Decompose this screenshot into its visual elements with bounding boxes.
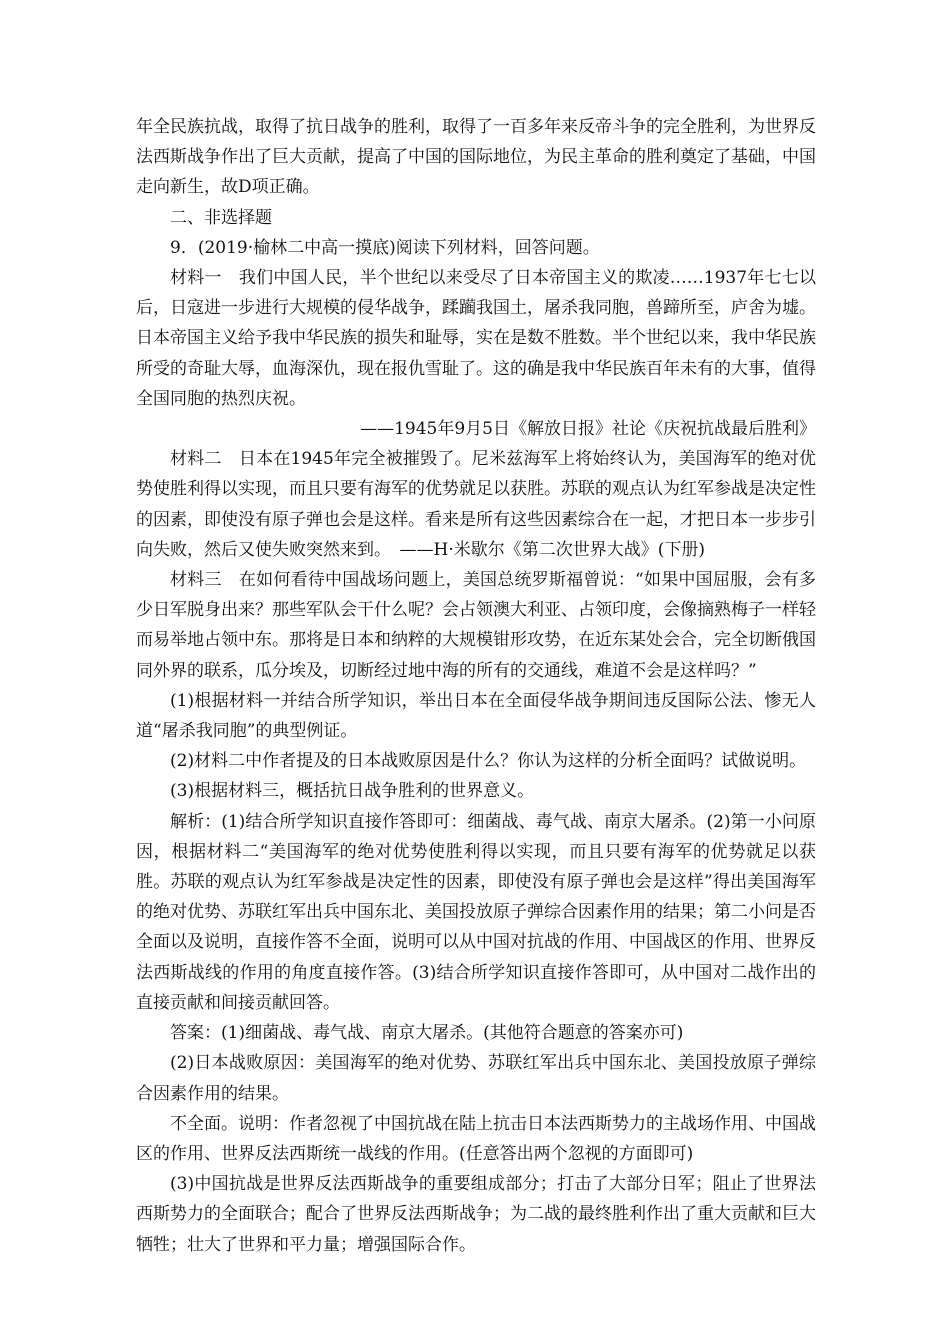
answer-2: (2)日本战败原因：美国海军的绝对优势、苏联红军出兵中国东北、美国投放原子弹综合因素作用的结果。 [136,1053,816,1104]
answer-1: 答案：(1)细菌战、毒气战、南京大屠杀。(其他符合题意的答案亦可) [170,1023,684,1044]
answer-3: (3)中国抗战是世界反法西斯战争的重要组成部分；打击了大部分日军；阻止了世界法西斯势力的全面联合；配合了世界反法西斯战争；为二战的最终胜利作出了重大贡献和巨大牺牲；壮大了世界和平力量；增强国际合作。 [136,1174,816,1255]
answer-2-explanation: 不全面。说明：作者忽视了中国抗战在陆上抗击日本法西斯势力的主战场作用、中国战区的作用、世界反法西斯统一战线的作用。(任意答出两个忽视的方面即可) [136,1113,816,1164]
material-three: 材料三 在如何看待中国战场问题上，美国总统罗斯福曾说：“如果中国屈服，会有多少日军脱身出来？那些军队会干什么呢？会占领澳大利亚、占领印度，会像摘熟梅子一样轻而易举地占领中东。那将是日本和纳粹的大规模钳形攻势，在近东某处会合，完全切断俄国同外界的联系，瓜分埃及，切断经过地中海的所有的交通线，难道不会是这样吗？” [136,570,816,681]
sub-question-1: (1)根据材料一并结合所学知识，举出日本在全面侵华战争期间违反国际公法、惨无人道“屠杀我同胞”的典型例证。 [136,690,816,742]
question-stem: 9．(2019·榆林二中高一摸底)阅读下列材料，回答问题。 [170,237,600,258]
material-one-source: ——1945年9月5日《解放日报》社论《庆祝抗战最后胜利》 [360,419,816,440]
section-heading: 二、非选择题 [170,207,272,228]
answer-continuation-paragraph: 年全民族抗战，取得了抗日战争的胜利，取得了一百多年来反帝斗争的完全胜利，为世界反法西斯战争作出了巨大贡献，提高了中国的国际地位，为民主革命的胜利奠定了基础，中国走向新生，故D项正确。 [136,117,816,198]
sub-question-3: (3)根据材料三，概括抗日战争胜利的世界意义。 [170,781,535,802]
material-two: 材料二 日本在1945年完全被摧毁了。尼米兹海军上将始终认为，美国海军的绝对优势使胜利得以实现，而且只要有海军的优势就足以获胜。苏联的观点认为红军参战是决定性的因素，即使没有原子弹也会是这样。看来是所有这些因素综合在一起，才把日本一步步引向失败，然后又使失败突然来到。 ——H·米歇尔《第二次世界大战》(下册) [136,449,816,560]
analysis-paragraph: 解析：(1)结合所学知识直接作答即可：细菌战、毒气战、南京大屠杀。(2)第一小问原因，根据材料二“美国海军的绝对优势使胜利得以实现，而且只要有海军的优势就足以获胜。苏联的观点认为红军参战是决定性的因素，即使没有原子弹也会是这样”得出美国海军的绝对优势、苏联红军出兵中国东北、美国投放原子弹综合因素作用的结果；第二小问是否全面以及说明，直接作答不全面，说明可以从中国对抗战的作用、中国战区的作用、世界反法西斯战线的作用的角度直接作答。(3)结合所学知识直接作答即可，从中国对二战作出的直接贡献和间接贡献回答。 [136,811,816,1013]
sub-question-2: (2)材料二中作者提及的日本战败原因是什么？你认为这样的分析全面吗？试做说明。 [170,751,807,772]
document-page [136,112,816,1260]
material-one: 材料一 我们中国人民，半个世纪以来受尽了日本帝国主义的欺凌……1937年七七以后，日寇进一步进行大规模的侵华战争，蹂躏我国土，屠杀我同胞，兽蹄所至，庐舍为墟。日本帝国主义给予我中华民族的损失和耻辱，实在是数不胜数。半个世纪以来，我中华民族所受的奇耻大辱，血海深仇，现在报仇雪耻了。这的确是我中华民族百年未有的大事，值得全国同胞的热烈庆祝。 [136,268,816,409]
